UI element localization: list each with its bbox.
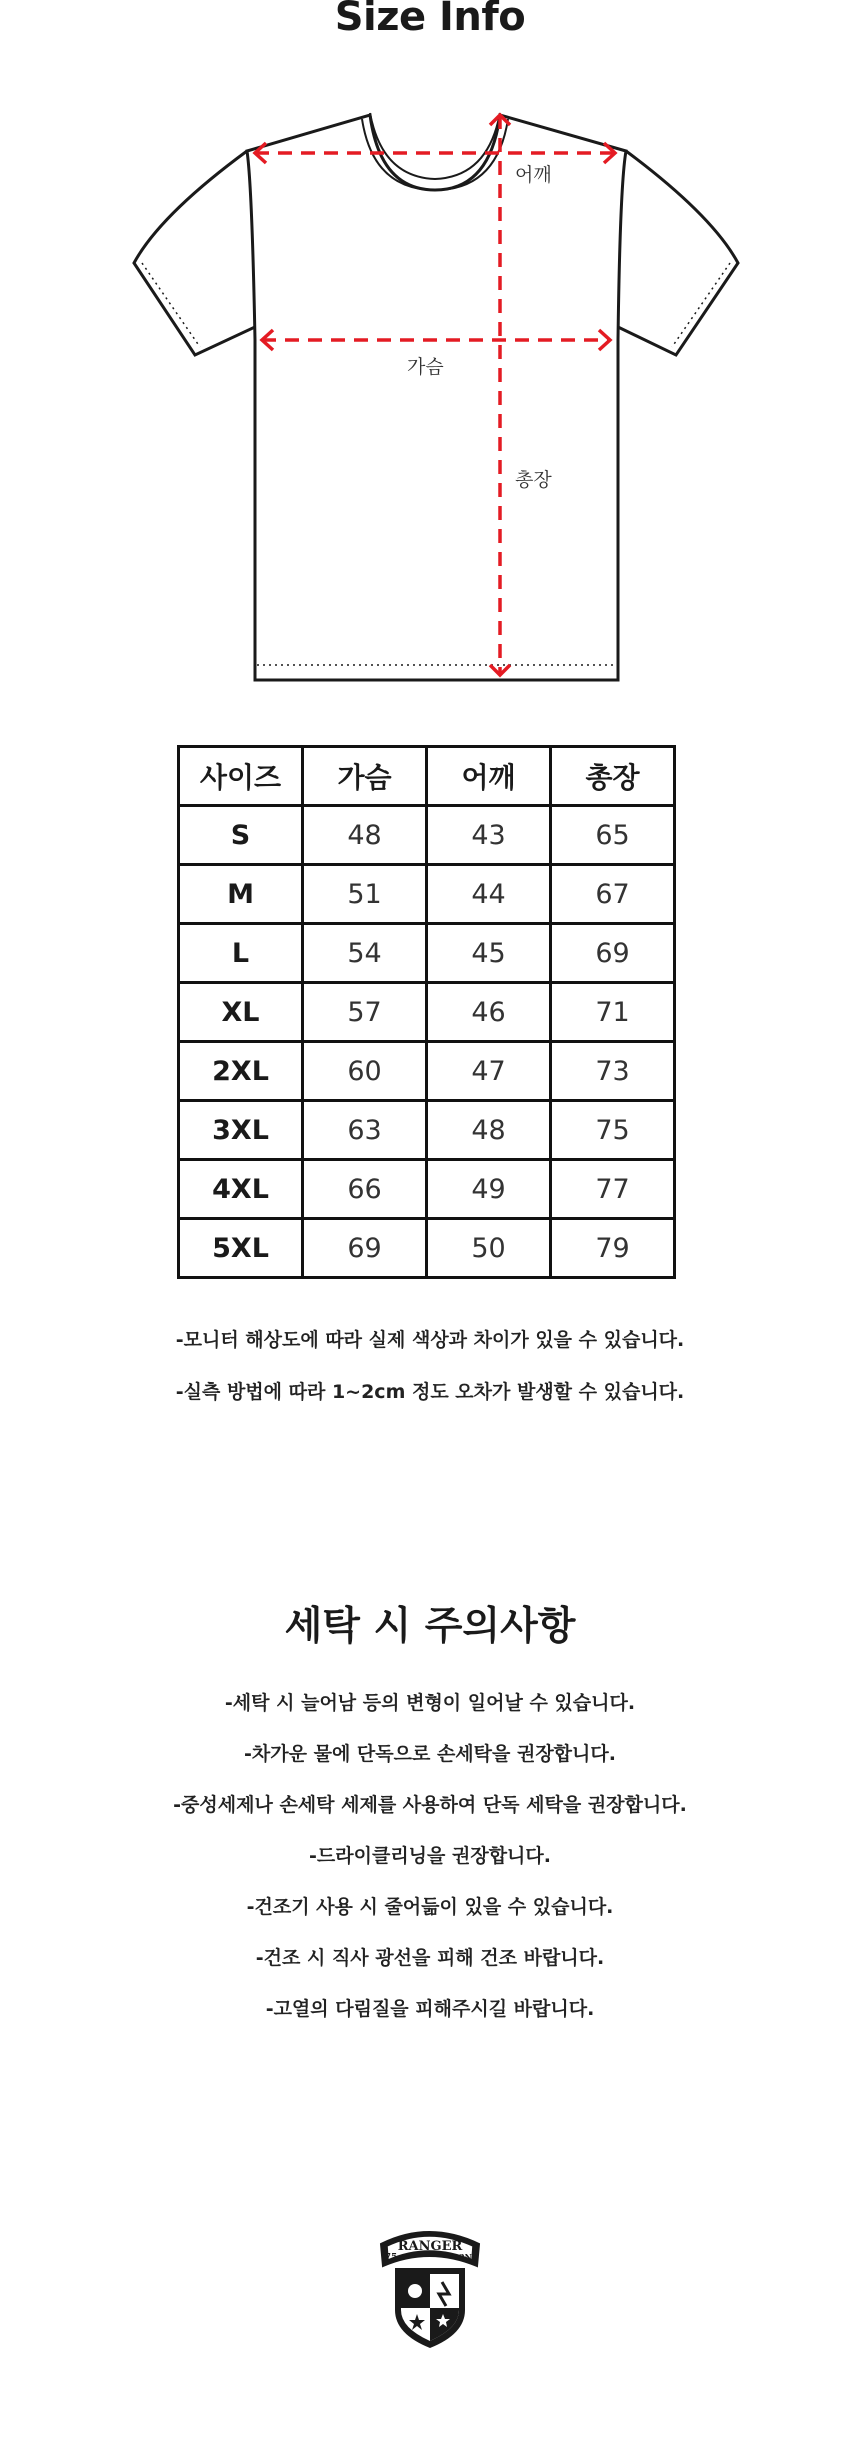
size-cell: L: [179, 924, 303, 983]
table-row: [179, 1042, 675, 1101]
length-cell: 77: [551, 1160, 675, 1219]
header-shoulder: 어깨: [427, 747, 551, 806]
emblem-left-number: 75: [384, 2253, 398, 2263]
length-cell: 65: [551, 806, 675, 865]
ranger-emblem-logo: [377, 2222, 483, 2352]
header-length: 총장: [551, 747, 675, 806]
emblem-scroll-text: RANGER: [397, 2239, 463, 2254]
shoulder-cell: 46: [427, 983, 551, 1042]
chest-cell: 51: [303, 865, 427, 924]
length-cell: 67: [551, 865, 675, 924]
tshirt-outline: [247, 115, 626, 680]
length-label: 총장: [515, 469, 552, 491]
care-item: -드라이클리닝을 권장합니다.: [309, 1845, 551, 1867]
length-cell: 73: [551, 1042, 675, 1101]
care-item: -중성세제나 손세탁 세제를 사용하여 단독 세탁을 권장합니다.: [173, 1794, 687, 1816]
shoulder-cell: 48: [427, 1101, 551, 1160]
left-sleeve: [134, 151, 255, 355]
length-cell: 71: [551, 983, 675, 1042]
size-cell: 5XL: [179, 1219, 303, 1278]
size-cell: XL: [179, 983, 303, 1042]
shoulder-cell: 50: [427, 1219, 551, 1278]
right-sleeve: [618, 151, 738, 355]
left-cuff-stitch: [142, 263, 200, 347]
header-size: 사이즈: [179, 747, 303, 806]
length-cell: 79: [551, 1219, 675, 1278]
table-row: [179, 865, 675, 924]
chest-cell: 57: [303, 983, 427, 1042]
care-title: 세탁 시 주의사항: [284, 1604, 576, 1649]
shoulder-cell: 44: [427, 865, 551, 924]
size-cell: 3XL: [179, 1101, 303, 1160]
table-row: [179, 1101, 675, 1160]
shoulder-cell: 49: [427, 1160, 551, 1219]
note-monitor: -모니터 해상도에 따라 실제 색상과 차이가 있을 수 있습니다.: [175, 1329, 685, 1351]
size-cell: M: [179, 865, 303, 924]
chest-label: 가슴: [407, 356, 444, 378]
chest-cell: 66: [303, 1160, 427, 1219]
care-item: -건조 시 직사 광선을 피해 건조 바랍니다.: [255, 1947, 605, 1969]
chest-cell: 69: [303, 1219, 427, 1278]
arrowhead: [599, 330, 610, 350]
care-item: -차가운 물에 단독으로 손세탁을 권장합니다.: [244, 1743, 616, 1765]
size-cell: 2XL: [179, 1042, 303, 1101]
shoulder-cell: 47: [427, 1042, 551, 1101]
size-cell: S: [179, 806, 303, 865]
size-cell: 4XL: [179, 1160, 303, 1219]
chest-cell: 63: [303, 1101, 427, 1160]
note-measurement: -실측 방법에 따라 1~2cm 정도 오차가 발생할 수 있습니다.: [175, 1381, 685, 1403]
chest-cell: 48: [303, 806, 427, 865]
tshirt-diagram: [120, 95, 740, 695]
care-item: -고열의 다림질을 피해주시길 바랍니다.: [265, 1998, 595, 2020]
right-cuff-stitch: [672, 263, 730, 347]
care-item: -건조기 사용 시 줄어듦이 있을 수 있습니다.: [246, 1896, 614, 1918]
table-row: [179, 806, 675, 865]
table-row: [179, 924, 675, 983]
emblem-right-number: 2ND: [459, 2252, 479, 2262]
chest-cell: 60: [303, 1042, 427, 1101]
page-title: Size Info: [334, 0, 526, 40]
table-row: [179, 983, 675, 1042]
shoulder-label: 어깨: [515, 164, 552, 186]
table-row: [179, 1219, 675, 1278]
length-cell: 75: [551, 1101, 675, 1160]
shoulder-cell: 43: [427, 806, 551, 865]
table-header-row: [179, 747, 675, 806]
table-row: [179, 1160, 675, 1219]
chest-cell: 54: [303, 924, 427, 983]
header-chest: 가슴: [303, 747, 427, 806]
size-table: [177, 745, 676, 1279]
length-cell: 69: [551, 924, 675, 983]
care-item: -세탁 시 늘어남 등의 변형이 일어날 수 있습니다.: [224, 1692, 636, 1714]
shoulder-cell: 45: [427, 924, 551, 983]
